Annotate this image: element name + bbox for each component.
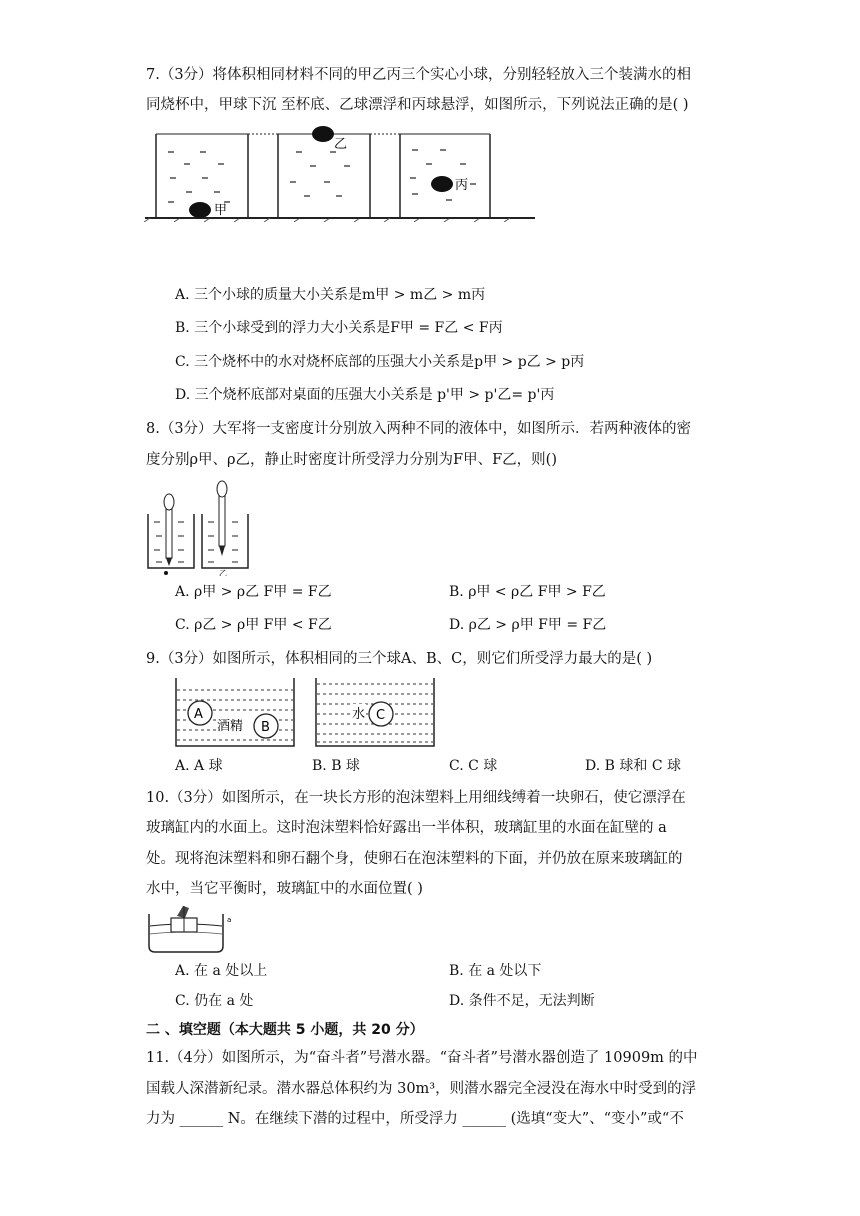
q8-stem-line2: 度分别ρ甲、ρ乙，静止时密度计所受浮力分别为F甲、F乙，则()	[146, 452, 557, 468]
q10-stem-line2: 玻璃缸内的水面上。这时泡沫塑料恰好露出一半体积，玻璃缸里的水面在缸壁的 a	[146, 820, 667, 836]
q7-option-d[interactable]: D. 三个烧杯底部对桌面的压强大小关系是 p'甲 > p'乙= p'丙	[175, 387, 555, 403]
q11-stem-line3: 力为 ______ N。在继续下潜的过程中，所受浮力 ______ (选填“变大”、“变小”或“不	[146, 1111, 684, 1127]
beaker-yi	[278, 126, 370, 218]
q10-option-a[interactable]: A. 在 a 处以上	[175, 963, 268, 979]
q9-option-c[interactable]: C. C 球	[449, 758, 498, 774]
q9-option-b[interactable]: B. B 球	[312, 758, 360, 774]
q8-figure-hydrometers	[144, 480, 254, 576]
q11-stem-line2: 国载人深潜新纪录。潜水器总体积约为 30m³，则潜水器完全浸没在海水中时受到的浮	[146, 1081, 697, 1097]
mark-a-label: a	[227, 916, 232, 924]
q10-stem-line1: 10.（3分）如图所示，在一块长方形的泡沫塑料上用细线缚着一块卵石，使它漂浮在	[146, 790, 686, 806]
q8-option-d[interactable]: D. ρ乙 > ρ甲 F甲 = F乙	[449, 617, 607, 633]
ball-b-label: B	[261, 720, 270, 735]
q10-stem-line3: 处。现将泡沫塑料和卵石翻个身，使卵石在泡沫塑料的下面，并仍放在原来玻璃缸的	[146, 851, 683, 867]
q7-stem-line1: 7.（3分）将体积相同材料不同的甲乙丙三个实心小球，分别轻轻放入三个装满水的相	[146, 67, 692, 83]
beaker-jia	[156, 134, 248, 218]
q10-figure-tank	[145, 904, 237, 954]
ball-a-label: A	[194, 707, 203, 722]
ball-jia-label: 甲	[214, 203, 228, 218]
q9-option-a[interactable]: A. A 球	[175, 758, 223, 774]
ball-c-label: C	[376, 708, 386, 723]
q7-option-b[interactable]: B. 三个小球受到的浮力大小关系是F甲 = F乙 < F丙	[175, 320, 503, 336]
q10-stem-line4: 水中，当它平衡时，玻璃缸中的水面位置( )	[146, 881, 423, 897]
q8-stem-line1: 8.（3分）大军将一支密度计分别放入两种不同的液体中，如图所示．若两种液体的密	[146, 421, 692, 437]
q9-stem: 9.（3分）如图所示，体积相同的三个球A、B、C，则它们所受浮力最大的是( )	[146, 651, 653, 667]
q8-option-a[interactable]: A. ρ甲 > ρ乙 F甲 = F乙	[175, 584, 332, 600]
q10-option-d[interactable]: D. 条件不足，无法判断	[449, 993, 595, 1009]
beaker-bing	[400, 134, 490, 218]
section-fill-in-heading: 二 、填空题（本大题共 5 小题，共 20 分）	[146, 1022, 424, 1038]
q9-option-d[interactable]: D. B 球和 C 球	[585, 758, 681, 774]
q7-option-c[interactable]: C. 三个烧杯中的水对烧杯底部的压强大小关系是p甲 > p乙 > p丙	[175, 354, 585, 370]
q8-option-b[interactable]: B. ρ甲 < ρ乙 F甲 > F乙	[449, 584, 606, 600]
hydrometer-yi-label: 乙	[219, 569, 227, 576]
q7-stem-line2: 同烧杯中，甲球下沉 至杯底、乙球漂浮和丙球悬浮，如图所示，下列说法正确的是( )	[146, 97, 689, 113]
ball-yi-label: 乙	[334, 137, 348, 152]
q7-figure-beakers	[140, 122, 540, 222]
alcohol-label: 酒精	[217, 719, 244, 734]
q10-option-c[interactable]: C. 仍在 a 处	[175, 993, 254, 1009]
q7-option-a[interactable]: A. 三个小球的质量大小关系是m甲 > m乙 > m丙	[175, 287, 486, 303]
q10-option-b[interactable]: B. 在 a 处以下	[449, 963, 542, 979]
q9-figure-containers	[172, 676, 438, 748]
water-label: 水	[352, 707, 366, 722]
ball-bing-label: 丙	[455, 178, 469, 193]
q11-stem-line1: 11.（4分）如图所示，为“奋斗者”号潜水器。“奋斗者”号潜水器创造了 10909m 的中	[146, 1050, 698, 1066]
q8-option-c[interactable]: C. ρ乙 > ρ甲 F甲 < F乙	[175, 617, 332, 633]
